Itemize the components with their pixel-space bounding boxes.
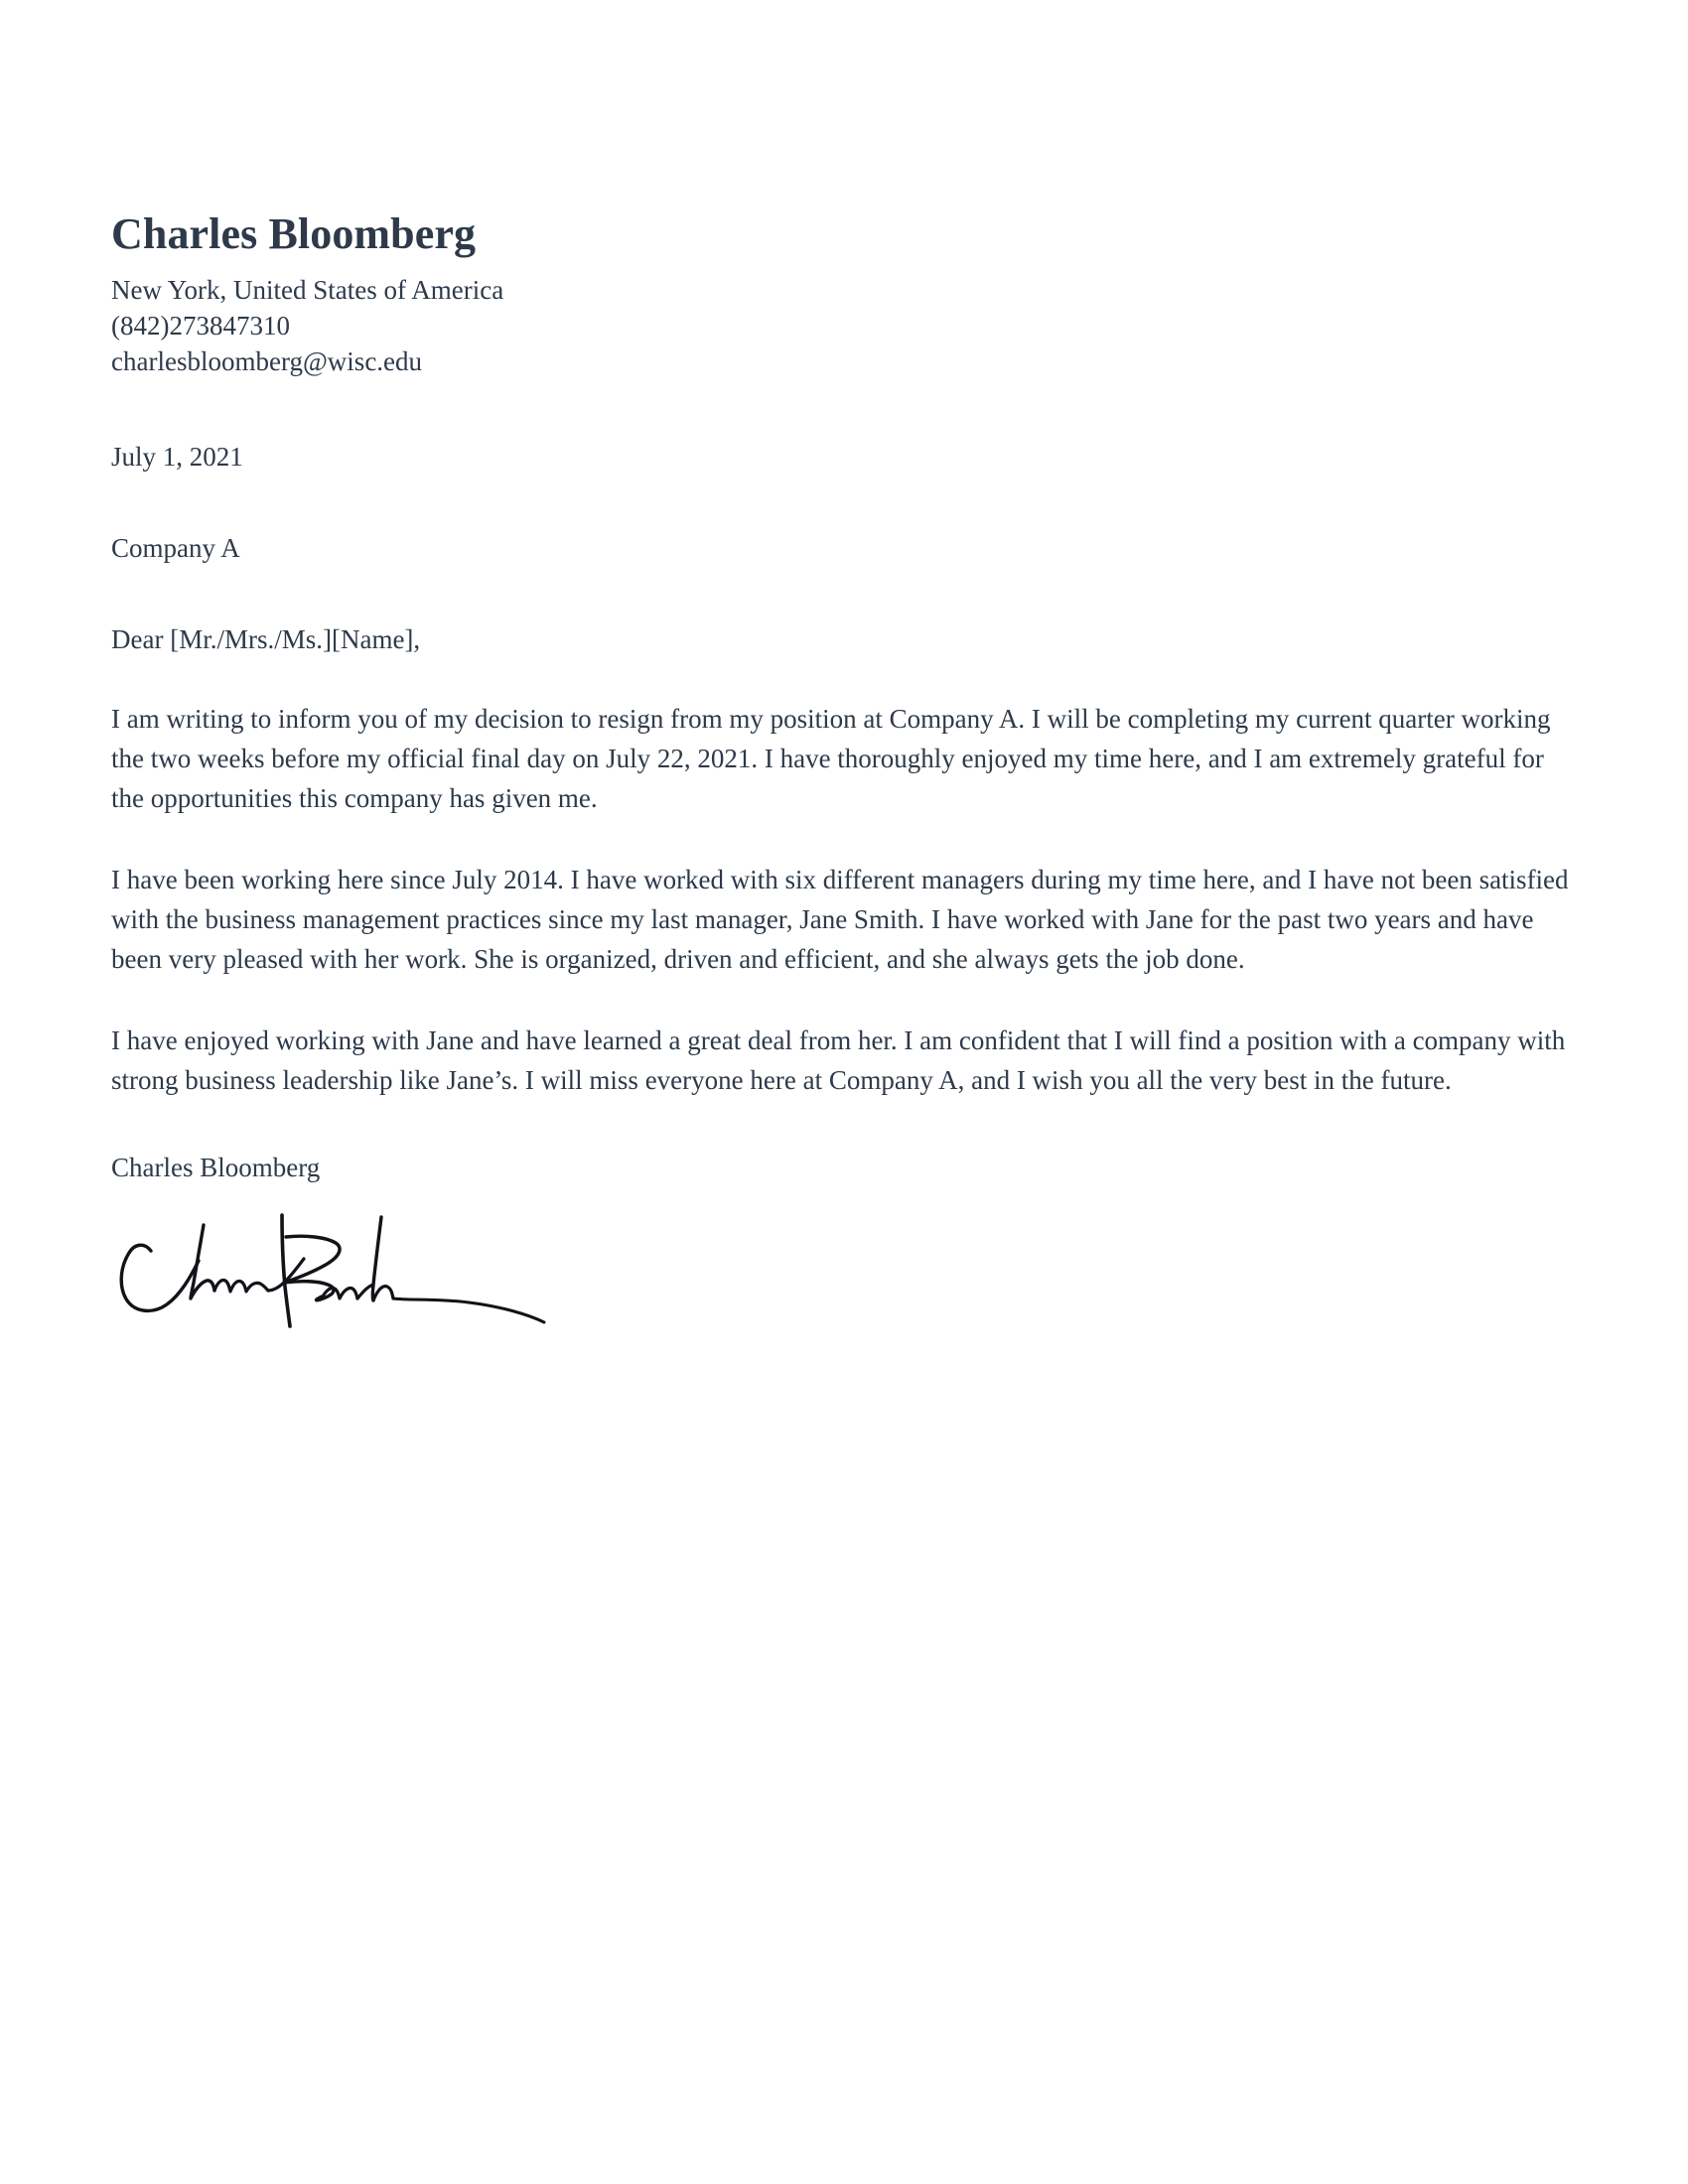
sender-contact-block: [111, 272, 1577, 379]
recipient-company: Company A: [111, 532, 240, 563]
body-paragraph-2: I have been working here since July 2014. I have worked with six different managers during my time here, and I have not been satisfied with the business management practices since my last manager, Jane Smith. I have worked with Jane for the past two years and have been very pleased with her work. She is organized, driven and efficient, and she always gets the job done.: [111, 864, 1569, 974]
sender-name-heading: Charles Bloomberg: [111, 209, 477, 258]
signature-image: [111, 1203, 568, 1322]
sender-phone: (842)273847310: [111, 310, 290, 341]
body-paragraph-1: I am writing to inform you of my decision to resign from my position at Company A. I will be completing my current quarter working the two weeks before my official final day on July 22, 2021. I have thoroughly enjoyed my time here, and I am extremely grateful for the opportunities this company has given me.: [111, 703, 1551, 813]
sender-email: charlesbloomberg@wisc.edu: [111, 345, 423, 376]
letter-body: [111, 210, 1577, 1322]
salutation: Dear [Mr./Mrs./Ms.][Name],: [111, 623, 421, 654]
sender-location: New York, United States of America: [111, 274, 504, 305]
body-paragraph-3: I have enjoyed working with Jane and have learned a great deal from her. I am confident that I will find a position with a company with strong business leadership like Jane’s. I will miss everyone here at Company A, and I wish you all the very best in the future.: [111, 1024, 1566, 1095]
closing-signature-name: Charles Bloomberg: [111, 1152, 321, 1182]
letter-date: July 1, 2021: [111, 441, 243, 472]
